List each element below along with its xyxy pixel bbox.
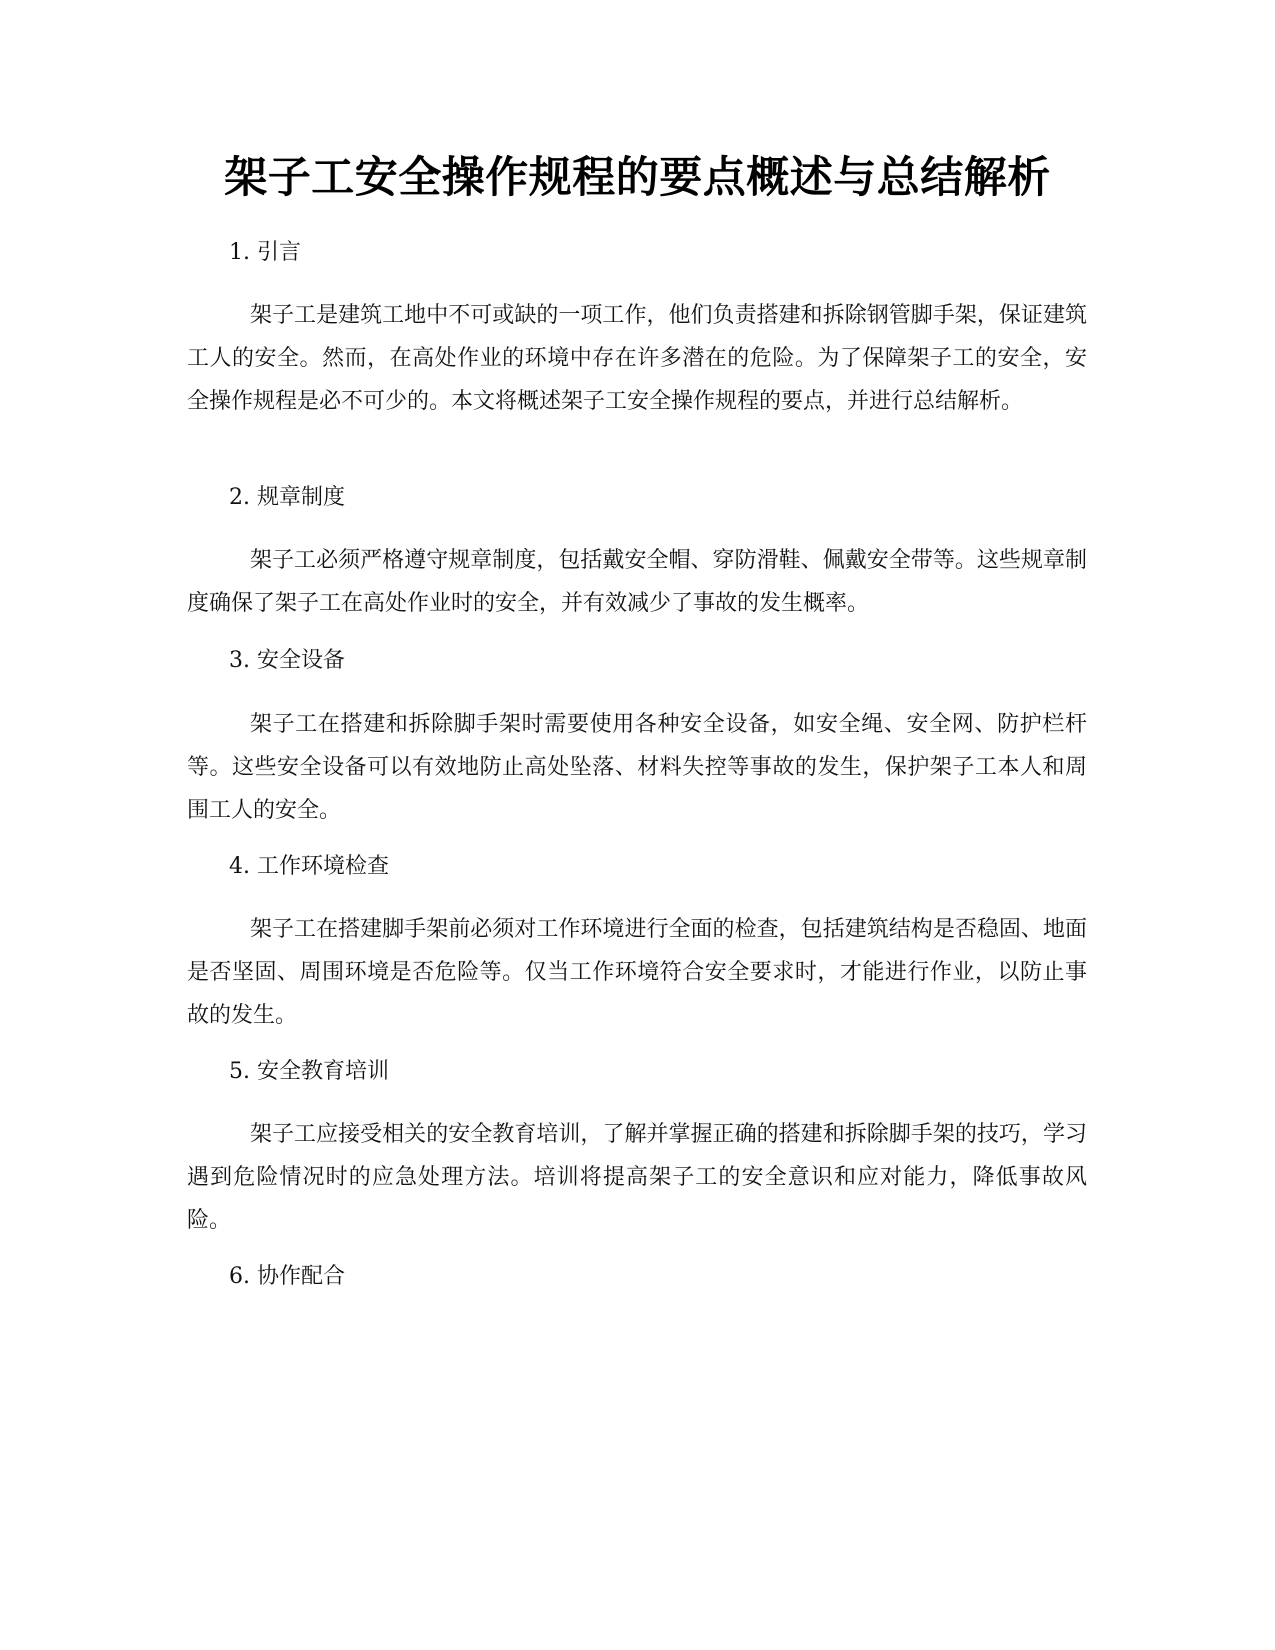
section-heading-environment: 4. 工作环境检查 — [229, 854, 389, 879]
section-heading-equipment: 3. 安全设备 — [229, 648, 345, 673]
section-body-equipment: 架子工在搭建和拆除脚手架时需要使用各种安全设备，如安全绳、安全网、防护栏杆等。这些安全设备可以有效地防止高处坠落、材料失控等事故的发生，保护架子工本人和周围工人的安全。 — [187, 712, 1087, 823]
section-body-training: 架子工应接受相关的安全教育培训，了解并掌握正确的搭建和拆除脚手架的技巧，学习遇到危险情况时的应急处理方法。培训将提高架子工的安全意识和应对能力，降低事故风险。 — [187, 1122, 1087, 1233]
section-heading-cooperation: 6. 协作配合 — [229, 1264, 345, 1289]
section-heading-training: 5. 安全教育培训 — [229, 1059, 389, 1084]
document-title: 架子工安全操作规程的要点概述与总结解析 — [224, 153, 1051, 203]
section-heading-rules: 2. 规章制度 — [229, 485, 345, 510]
section-heading-intro: 1. 引言 — [229, 240, 301, 265]
section-body-intro: 架子工是建筑工地中不可或缺的一项工作，他们负责搭建和拆除钢管脚手架，保证建筑工人的安全。然而，在高处作业的环境中存在许多潜在的危险。为了保障架子工的安全，安全操作规程是必不可少的。本文将概述架子工安全操作规程的要点，并进行总结解析。 — [187, 303, 1087, 414]
section-body-environment: 架子工在搭建脚手架前必须对工作环境进行全面的检查，包括建筑结构是否稳固、地面是否坚固、周围环境是否危险等。仅当工作环境符合安全要求时，才能进行作业，以防止事故的发生。 — [187, 917, 1087, 1028]
section-body-rules: 架子工必须严格遵守规章制度，包括戴安全帽、穿防滑鞋、佩戴安全带等。这些规章制度确保了架子工在高处作业时的安全，并有效减少了事故的发生概率。 — [187, 548, 1087, 616]
